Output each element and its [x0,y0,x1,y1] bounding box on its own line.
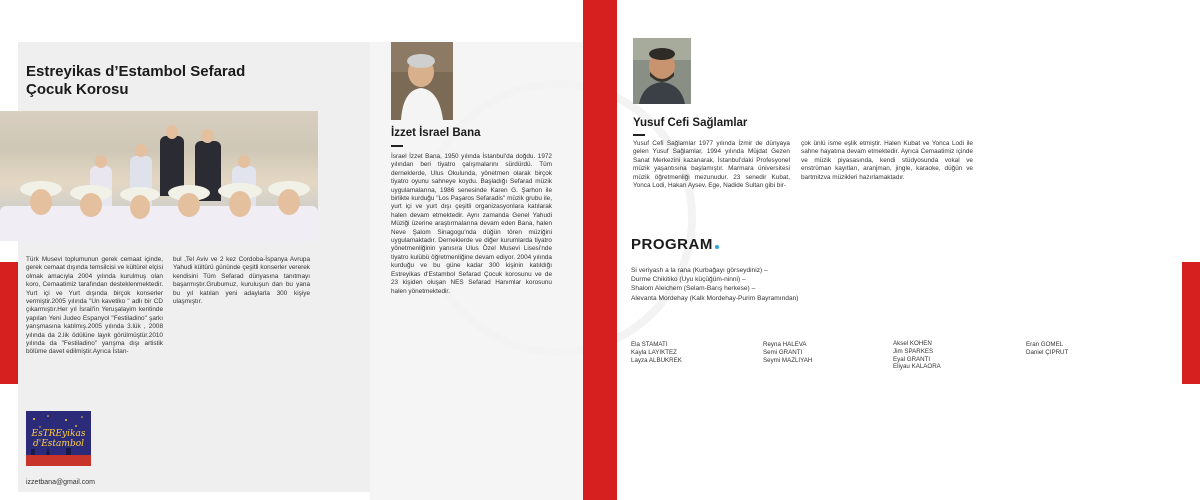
program-item: Alevanta Mordehay (Kalk Mordehay-Purim Bayramından) [631,294,799,302]
yusuf-portrait-illustration [633,38,691,104]
cast-member: Eyal GRANTI [893,355,931,363]
cast-member: Daniel ÇIPRUT [1026,348,1069,356]
yusuf-name-underline [633,134,645,136]
title-line-2: Çocuk Korosu [26,81,129,98]
left-red-bar [0,262,18,384]
program-item: Si veriyash a la rana (Kurbağayı görseydiniz) – [631,267,768,274]
cast-member: Jim SPARKES [893,347,934,355]
choir-title [26,63,326,99]
program-item: Durme Chikitiko (Uyu küçüğüm-ninni) – [631,276,746,284]
cast-member: Eliyau KALAORA [893,363,941,371]
right-red-bar [1182,262,1200,384]
izzet-portrait [391,42,453,120]
choir-text-col-1: Türk Musevi toplumunun gerek cemaat içinde, gerek cemaat dışında temsilcisi ve kültürel elçisi olmak amacıyla 2004 yılında kurulmuş olan koro, Cemaatimiz tarafından desteklenmektedir. Yurt içi ve Yurt dışında birçok konserler vermiştir.2005 yılında "Un kavetiko " adlı bir CD çıkarmıştır.Her yıl İsrail'in Yeruşalayim kentinde yapılan Yeni Judeo Espanyol "Festiladino" şarkı yarışmasına katılmış.2005 yılında 3.lük , 2008 yılında da 2.lik ödülüne layık görülmüştür.2010 yılında da "Festiladino" yarışma dışı artistik bölüme davet edilmiştir.Ayrıca İstan- [26,256,163,356]
choir-group-photo [0,111,318,241]
cast-column-3 [893,340,941,371]
choir-logo [26,411,91,466]
yusuf-portrait [633,38,691,104]
yusuf-bio-col-2: çok ünlü isme eşlik etmiştir. Halen Kubat ve Yonca Lodi ile sahne hayatına devam etmektedir. Ayrıca Cemaatimiz içinde ve müzik piyasasında, kendi stüdyosunda vokal ve enstrüman kayıtları, aranjman, jingle, karaoke, düğün ve bartmitzva müzikleri hazırlamaktadır. [801,140,973,181]
contact-email[interactable]: izzetbana@gmail.com [26,479,95,486]
cast-member: Eran GOMEL [1026,341,1064,348]
logo-line-1: EsTREyikas [31,429,86,439]
title-line-1: Estreyikas d’Estambol Sefarad [26,63,246,80]
izzet-name: İzzet İsrael Bana [391,127,481,139]
cast-member: Seymi MAZLIYAH [763,356,813,364]
cast-member: Layza ALBUKREK [631,356,682,364]
izzet-name-underline [391,145,403,147]
program-dot-icon [715,245,719,249]
yusuf-bio-col-1: Yusuf Cefi Sağlamlar 1977 yılında İzmir de dünyaya gelen Yusuf Sağlamlar, 1994 yılında Müjdat Gezen Sanat Merkezini kazanarak, İstanbul'daki Profesyonel müzik yaşantısına başlamıştır. Marmara üniversitesi müzik öğretmenliği mezunudur. 23 senedir Kubat, Yonca Lodi, Hakan Aysev, Ege, Nadide Sultan gibi bir- [633,140,790,190]
cast-member: Reyna HALEVA [763,341,807,348]
yusuf-name: Yusuf Cefi Sağlamlar [633,117,748,129]
cast-column-4 [1026,341,1068,357]
program-heading-text: PROGRAM [631,236,713,253]
logo-line-2: d'Estambol [33,439,84,449]
cast-column-1 [631,341,682,364]
cast-member: Kayla LAYIKTEZ [631,348,677,356]
choir-text-col-2: bul ,Tel Aviv ve 2 kez Cordoba-İspanya Avrupa Yahudi kültürü gününde çeşitli konserler vererek kendisini Tüm Sefarad dünyasına tanıtmayı başarmıştır.Grubumuz, kuruluşun dan bu yana bu yıl katılan yeni adaylarla 300 kişiye ulaşmıştır. [173,256,310,306]
izzet-portrait-illustration [391,42,453,120]
program-list [631,266,798,303]
program-heading [631,236,719,253]
cast-member: Aksel KOHEN [893,340,932,347]
cast-column-2 [763,341,812,364]
cast-member: Semi GRANTI [763,348,803,356]
izzet-bio: İsrael İzzet Bana, 1950 yılında İstanbul'da doğdu. 1972 yılından beri tiyatro çalışmalarını sürdürdü. Tüm derneklerde, Ulus Okulunda, yönetmen olarak birçok tiyatro oyunu sahneye koydu. Başladığı Sefarad müzik uygulamalarına, 1986 senesinde Karen G. Şarhon ile birlikte kurduğu "Los Paşaros Sefaradis" müzik grubu ile, yurt içi ve yurt dışı çeşitli organizasyonlara katılarak halen devam etmektedir. Aynı zamanda Genel Yahudi Müziği üzerine araştırmalarına devam eden Bana, halen Neve Şalom Sinagogu'nda düğün tören müziğini uygulamaktadır. Derneklerde ve diğer kurumlarda tiyatro yönetmenliğinin yanısıra Ulus Özel Musevi Lisesi'nde tiyatro kulübü öğretmenliğine devam ediyor. 2004 yılında kurduğu ve bu güne kadar 300 kişinin katıldığı Estreyikas d'Estambol Sefarad Çocuk korosunu ve de 23 kişiden oluşan NES Sefarad Hanımlar korosunu halen yönetmektedir. [391,153,552,295]
program-item: Shalom Aleichem (Selam-Barış herkese) – [631,285,756,293]
cast-member: Ela STAMATI [631,341,668,348]
center-red-spine [583,0,617,500]
